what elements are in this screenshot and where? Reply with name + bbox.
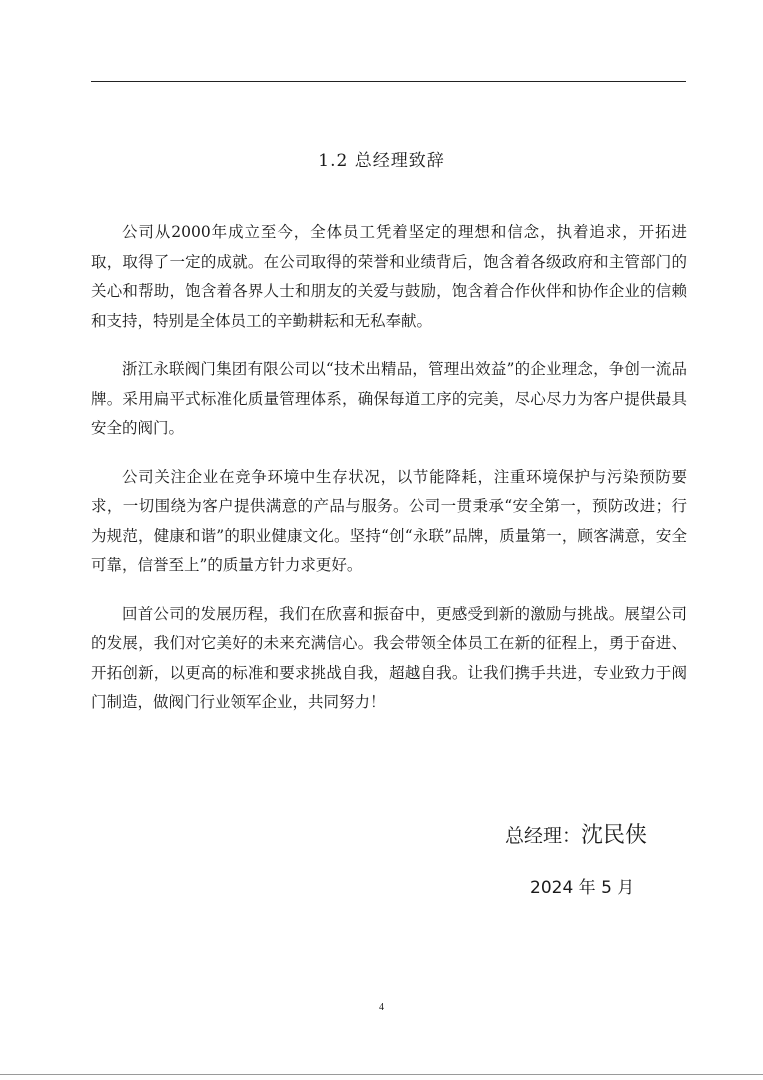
page-number: 4	[379, 1002, 384, 1013]
paragraph-4: 回首公司的发展历程，我们在欣喜和振奋中，更感受到新的激励与挑战。展望公司的发展，我们对它美好的未来充满信心。我会带领全体员工在新的征程上，勇于奋进、开拓创新，以更高的标准和要求挑战自我，超越自我。让我们携手共进，专业致力于阀门制造，做阀门行业领军企业，共同努力！	[91, 604, 687, 711]
signature-label: 总经理：	[505, 825, 582, 847]
signature-name: 沈民侠	[581, 823, 648, 848]
paragraph-1: 公司从2000年成立至今，全体员工凭着坚定的理想和信念，执着追求，开拓进取，取得了一定的成就。在公司取得的荣誉和业绩背后，饱含着各级政府和主管部门的关心和帮助，饱含着各界人士和朋友的关爱与鼓励，饱含着合作伙伴和协作企业的信赖和支持，特别是全体员工的辛勤耕耘和无私奉献。	[91, 223, 687, 330]
paragraph-3: 公司关注企业在竞争环境中生存状况，以节能降耗，注重环境保护与污染预防要求，一切围绕为客户提供满意的产品与服务。公司一贯秉承“安全第一，预防改进；行为规范，健康和谐”的职业健康文化。坚持“创“永联”品牌，质量第一，顾客满意，安全可靠，信誉至上”的质量方针力求更好。	[91, 467, 687, 574]
body-text	[91, 218, 687, 737]
footer-rule	[0, 1074, 763, 1075]
header-rule	[91, 81, 686, 82]
signature-date: 2024 年 5 月	[530, 878, 635, 898]
signature	[505, 818, 647, 849]
paragraph-2: 浙江永联阀门集团有限公司以“技术出精品，管理出效益”的企业理念，争创一流品牌。采用扁平式标准化质量管理体系，确保每道工序的完美，尽心尽力为客户提供最具安全的阀门。	[91, 360, 687, 437]
section-title: 1.2 总经理致辞	[318, 151, 445, 171]
